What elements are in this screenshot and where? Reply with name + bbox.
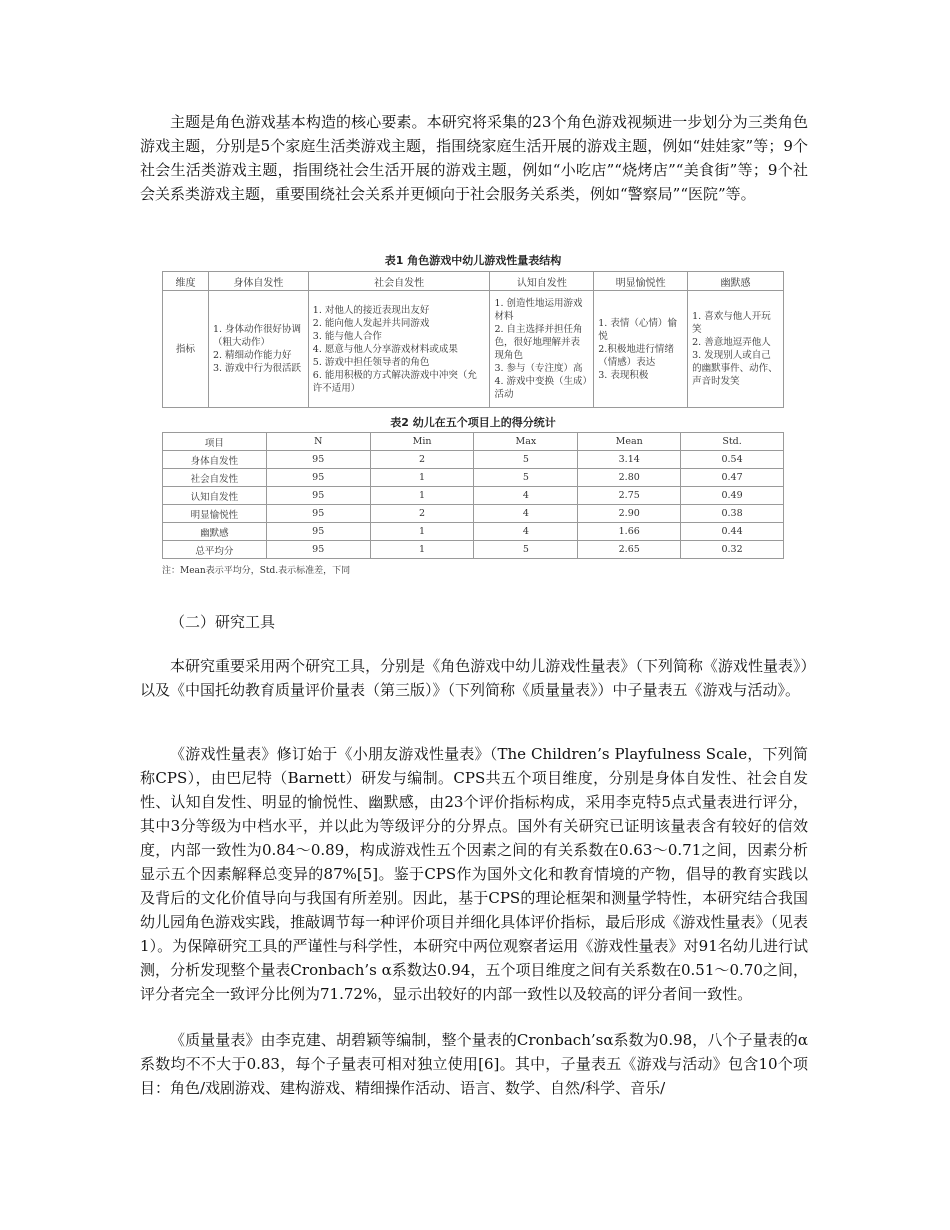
table2-score-statistics: [162, 432, 784, 559]
table2-note: 注：Mean表示平均分，Std.表示标准差，下同: [162, 566, 351, 576]
section-heading-research-tools: （二）研究工具: [170, 613, 276, 631]
table2-cell: 2: [370, 451, 474, 469]
paragraph-themes: 主题是角色游戏基本构造的核心要素。本研究将采集的23个角色游戏视频进一步划分为三类角色游戏主题，分别是5个家庭生活类游戏主题，指围绕家庭生活开展的游戏主题，例如“娃娃家”等；9个社会生活类游戏主题，指围绕社会生活开展的游戏主题，例如“小吃店”“烧烤店”“美食街”等；9个社会关系类游戏主题，重要围绕社会关系并更倾向于社会服务关系类，例如“警察局”“医院”等。: [140, 113, 808, 203]
table2-cell: 1: [370, 487, 474, 505]
table2-cell: 0.47: [681, 469, 784, 487]
table2-cell: 1: [370, 523, 474, 541]
table2-header: 项目: [163, 433, 267, 451]
table2-cell: 1: [370, 469, 474, 487]
table2-cell: 5: [474, 541, 578, 559]
table2-header: Std.: [681, 433, 784, 451]
table2-cell: 5: [474, 469, 578, 487]
table2-header: N: [266, 433, 370, 451]
table-row: [163, 451, 784, 469]
table-row: [163, 469, 784, 487]
table-row: [163, 505, 784, 523]
table1-header: 社会自发性: [308, 272, 490, 291]
table2-cell: 2: [370, 505, 474, 523]
table-row: [163, 523, 784, 541]
table-row: [163, 487, 784, 505]
table1-cell-joy: 1. 表情（心情）愉悦 2.积极地进行情绪（情感）表达 3. 表现积极: [594, 291, 688, 408]
table2-cell: 2.75: [578, 487, 681, 505]
table2-cell: 0.38: [681, 505, 784, 523]
table2-cell: 2.65: [578, 541, 681, 559]
table2-cell: 0.32: [681, 541, 784, 559]
table2-header-row: [163, 433, 784, 451]
table2-cell: 0.54: [681, 451, 784, 469]
table2-cell: 2.90: [578, 505, 681, 523]
table2-cell: 1.66: [578, 523, 681, 541]
table2-cell: 认知自发性: [163, 487, 267, 505]
table2-cell: 3.14: [578, 451, 681, 469]
table2-cell: 身体自发性: [163, 451, 267, 469]
table1-cell-physical: 1. 身体动作很好协调（粗大动作） 2. 精细动作能力好 3. 游戏中行为很活跃: [208, 291, 308, 408]
table1-cell-humor: 1. 喜欢与他人开玩笑 2. 善意地逗弄他人 3. 发现别人或自己的幽默事件、动作、声音时发笑: [688, 291, 784, 408]
table1-row-label: 指标: [163, 291, 209, 408]
table2-cell: 95: [266, 487, 370, 505]
paragraph-tools-intro: 本研究重要采用两个研究工具，分别是《角色游戏中幼儿游戏性量表》（下列简称《游戏性量表》）以及《中国托幼教育质量评价量表（第三版）》（下列简称《质量量表》）中子量表五《游戏与活动》。: [140, 657, 808, 699]
table2-cell: 明显愉悦性: [163, 505, 267, 523]
table1-header: 认知自发性: [490, 272, 594, 291]
table1-scale-structure: [162, 271, 784, 408]
table2-header: Max: [474, 433, 578, 451]
table2-caption: 表2 幼儿在五个项目上的得分统计: [390, 416, 556, 429]
table1-header-row: [163, 272, 784, 291]
table2-cell: 社会自发性: [163, 469, 267, 487]
table2-cell: 95: [266, 505, 370, 523]
table1-header: 明显愉悦性: [594, 272, 688, 291]
table2-cell: 0.44: [681, 523, 784, 541]
paragraph-playfulness-scale: 《游戏性量表》修订始于《小朋友游戏性量表》（The Children’s Playfulness Scale，下列简称CPS），由巴尼特（Barnett）研发与编制。CPS共五个项目维度，分别是身体自发性、社会自发性、认知自发性、明显的愉悦性、幽默感，由23个评价指标构成，采用李克特5点式量表进行评分，其中3分等级为中档水平，并以此为等级评分的分界点。国外有关研究已证明该量表含有较好的信效度，内部一致性为0.84～0.89，构成游戏性五个因素之间的有关系数在0.63～0.71之间，因素分析显示五个因素解释总变异的87%[5]。鉴于CPS作为国外文化和教育情境的产物，倡导的教育实践以及背后的文化价值导向与我国有所差别。因此，基于CPS的理论框架和测量学特性，本研究结合我国幼儿园角色游戏实践，推敲调节每一种评价项目并细化具体评价指标，最后形成《游戏性量表》（见表1）。为保障研究工具的严谨性与科学性，本研究中两位观察者运用《游戏性量表》对91名幼儿进行试测，分析发现整个量表Cronbach’s α系数达0.94，五个项目维度之间有关系数在0.51～0.70之间，评分者完全一致评分比例为71.72%，显示出较好的内部一致性以及较高的评分者间一致性。: [140, 745, 808, 1003]
table2-cell: 95: [266, 541, 370, 559]
table1-header: 维度: [163, 272, 209, 291]
table1-caption: 表1 角色游戏中幼儿游戏性量表结构: [384, 254, 562, 267]
table1-cell-social: 1. 对他人的接近表现出友好 2. 能向他人发起并共同游戏 3. 能与他人合作 4. 愿意与他人分享游戏材料或成果 5. 游戏中担任领导者的角色 6. 能用积极的方式解决游戏中冲突（允许不适用）: [308, 291, 490, 408]
table2-cell: 总平均分: [163, 541, 267, 559]
table2-cell: 95: [266, 523, 370, 541]
table-row: [163, 541, 784, 559]
table2-header: Min: [370, 433, 474, 451]
table2-cell: 1: [370, 541, 474, 559]
table2-cell: 95: [266, 469, 370, 487]
table2-cell: 0.49: [681, 487, 784, 505]
table1-header: 身体自发性: [208, 272, 308, 291]
table1-indicator-row: [163, 291, 784, 408]
table2-header: Mean: [578, 433, 681, 451]
table1-header: 幽默感: [688, 272, 784, 291]
table2-cell: 5: [474, 451, 578, 469]
table2-cell: 4: [474, 487, 578, 505]
table2-cell: 4: [474, 505, 578, 523]
table2-cell: 幽默感: [163, 523, 267, 541]
table2-cell: 95: [266, 451, 370, 469]
table2-cell: 4: [474, 523, 578, 541]
paragraph-quality-scale: 《质量量表》由李克建、胡碧颖等编制，整个量表的Cronbach’sα系数为0.98，八个子量表的α系数均不不大于0.83，每个子量表可相对独立使用[6]。其中，子量表五《游戏与活动》包含10个项目：角色/戏剧游戏、建构游戏、精细操作活动、语言、数学、自然/科学、音乐/: [140, 1031, 808, 1097]
table1-cell-cognitive: 1. 创造性地运用游戏材料 2. 自主选择并担任角色，很好地理解并表现角色 3. 参与（专注度）高 4. 游戏中变换（生成）活动: [490, 291, 594, 408]
table2-cell: 2.80: [578, 469, 681, 487]
